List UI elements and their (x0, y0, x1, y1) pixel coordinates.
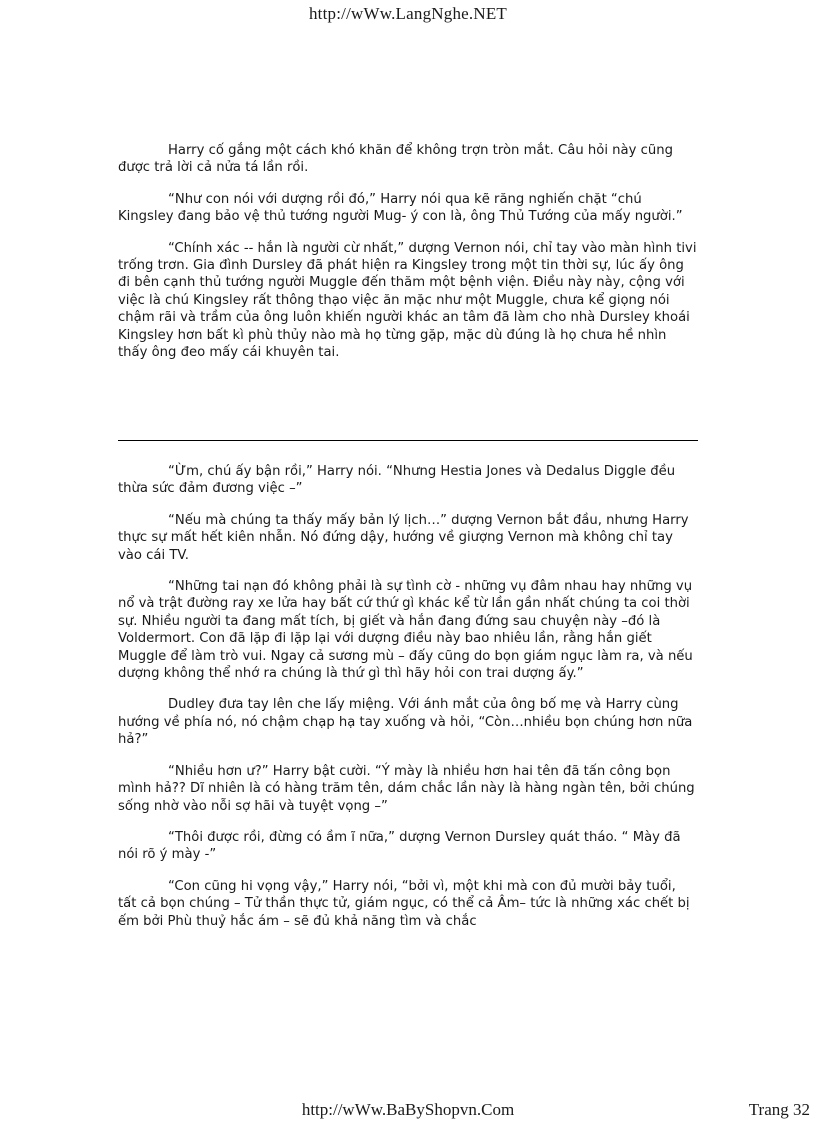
paragraph: “Nhiều hơn ư?” Harry bật cười. “Ý mày là nhiều hơn hai tên đã tấn công bọn mình hả?? Dĩ nhiên là có hàng trăm tên, dám chắc lần này là hàng ngàn tên, bởi chúng sống nhờ vào nỗi sợ hãi và tuyệt vọng –” (118, 763, 695, 814)
paragraph: “Chính xác -- hắn là người cừ nhất,” dượng Vernon nói, chỉ tay vào màn hình tivi trống trơn. Gia đình Dursley đã phát hiện ra Kingsley trong một tin thời sự, lúc ấy ông đi bên cạnh thủ tướng người Muggle đến thăm một bệnh viện. Điều này này, cộng với việc là chú Kingsley rất thông thạo việc ăn mặc như một Muggle, chưa kể giọng nói chậm rãi và trầm của ông luôn khiến người khác an tâm đã làm cho nhà Dursley khoái Kingsley hơn bất kì phù thủy nào mà họ từng gặp, mặc dù đúng là họ chưa hề nhìn thấy ông đeo mấy cái khuyên tai. (118, 240, 697, 361)
paragraph: “Con cũng hi vọng vậy,” Harry nói, “bởi vì, một khi mà con đủ mười bảy tuổi, tất cả bọn chúng – Tử thần thực tử, giám ngục, có thể cả Âm– tức là những xác chết bị ếm bởi Phù thuỷ hắc ám – sẽ đủ khả năng tìm và chắc (118, 878, 690, 929)
footer-url: http://wWw.BaByShopvn.Com (301, 1100, 515, 1119)
text-block-top (118, 142, 698, 375)
paragraph: “Những tai nạn đó không phải là sự tình cờ - những vụ đâm nhau hay những vụ nổ và trật đường ray xe lửa hay bất cứ thứ gì khác kể từ lần gần nhất chúng ta coi thời sự. Nhiều người ta đang mất tích, bị giết và hắn đang đứng sau chuyện này –đó là Voldermort. Con đã lặp đi lặp lại với dượng điều này bao nhiêu lần, rằng hắn giết Muggle để làm trò vui. Ngay cả sương mù – đấy cũng do bọn giám ngục làm ra, và nếu dượng không thể nhớ ra chúng là thứ gì thì hãy hỏi con trai dượng ấy.” (118, 579, 693, 682)
paragraph: “Như con nói với dượng rồi đó,” Harry nói qua kẽ răng nghiến chặt “chú Kingsley đang bảo vệ thủ tướng người Mug- ý con là, ông Thủ Tướng của mấy người.” (118, 191, 683, 225)
text-block-bottom (118, 463, 698, 944)
paragraph: “Nếu mà chúng ta thấy mấy bản lý lịch…” dượng Vernon bắt đầu, nhưng Harry thực sự mất hết kiên nhẫn. Nó đứng dậy, hướng về giượng Vernon mà không chỉ tay vào cái TV. (118, 512, 689, 563)
paragraph: Dudley đưa tay lên che lấy miệng. Với ánh mắt của ông bố mẹ và Harry cùng hướng về phía nó, nó chậm chạp hạ tay xuống và hỏi, “Còn…nhiều bọn chúng hơn nữa hả?” (118, 697, 693, 748)
paragraph: “Thôi được rồi, đừng có ầm ĩ nữa,” dượng Vernon Dursley quát tháo. “ Mày đã nói rõ ý mày -” (118, 829, 681, 863)
header-url: http://wWw.LangNghe.NET (308, 4, 507, 23)
section-divider (118, 440, 698, 441)
paragraph: Harry cố gắng một cách khó khăn để không trợn tròn mắt. Câu hỏi này cũng được trả lời cả nửa tá lần rồi. (118, 143, 673, 176)
paragraph: “Ừm, chú ấy bận rồi,” Harry nói. “Nhưng Hestia Jones và Dedalus Diggle đều thừa sức đảm đương việc –” (118, 464, 676, 497)
page-number: Trang 32 (748, 1100, 810, 1119)
